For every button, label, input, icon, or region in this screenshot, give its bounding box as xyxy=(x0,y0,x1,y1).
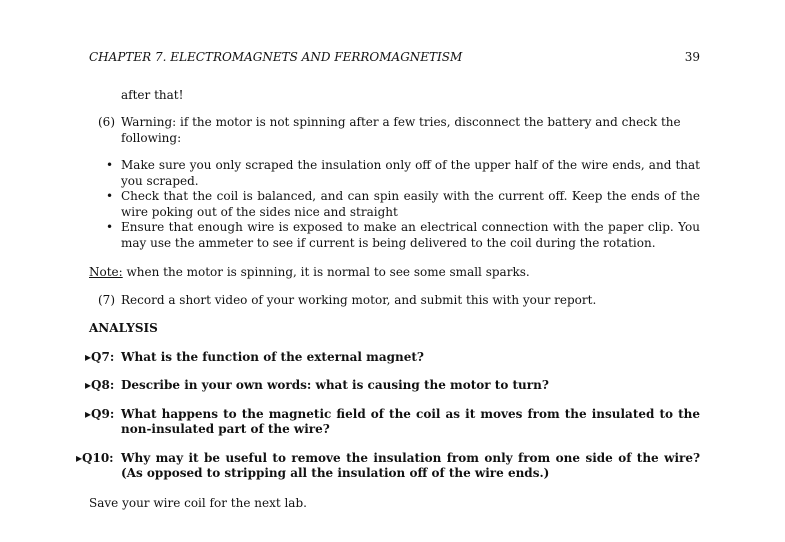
document-page xyxy=(76,50,700,511)
question-q7 xyxy=(85,349,700,366)
analysis-heading: ANALYSIS xyxy=(89,321,158,335)
closing-text: Save your wire coil for the next lab. xyxy=(89,495,307,510)
step-7-number: (7) xyxy=(98,292,115,307)
step-6-number: (6) xyxy=(98,115,115,129)
question-text: Why may it be useful to remove the insulation from only from one side of the wire? (As opposed to stripping all the insulation off of the wire ends.) xyxy=(121,450,700,480)
question-label: ▸Q10: xyxy=(76,450,114,465)
list-item xyxy=(106,189,700,220)
bullet-marker: • xyxy=(106,158,114,172)
step-7-text: Record a short video of your working motor, and submit this with your report. xyxy=(121,292,597,307)
question-label: ▸Q7: xyxy=(85,349,115,364)
list-item xyxy=(106,158,700,189)
question-text: What happens to the magnetic field of the coil as it moves from the insulated to the non-insulated part of the wire? xyxy=(121,406,700,436)
question-q8 xyxy=(85,378,700,394)
question-label: ▸Q8: xyxy=(85,378,115,392)
note xyxy=(89,265,700,281)
question-q9 xyxy=(85,406,700,438)
list-item-text: Check that the coil is balanced, and can spin easily with the current off. Keep the ends of the wire poking out of the sides nice and straight xyxy=(121,189,700,219)
step-6-text: Warning: if the motor is not spinning after a few tries, disconnect the battery and check the following: xyxy=(121,115,681,145)
bullet-marker: • xyxy=(106,220,114,234)
running-header xyxy=(89,50,700,66)
page-number: 39 xyxy=(684,50,700,64)
question-text: Describe in your own words: what is causing the motor to turn? xyxy=(121,378,549,392)
question-q10 xyxy=(76,450,700,482)
list-item-text: Make sure you only scraped the insulation only off of the upper half of the wire ends, and that you scraped. xyxy=(121,158,700,188)
note-text: when the motor is spinning, it is normal to see some small sparks. xyxy=(122,265,530,279)
list-item xyxy=(106,220,700,251)
step-7 xyxy=(89,293,700,309)
question-text: What is the function of the external magnet? xyxy=(121,349,424,364)
note-label: Note: xyxy=(89,265,123,279)
list-item-text: Ensure that enough wire is exposed to make an electrical connection with the paper clip. You may use the ammeter to see if current is being delivered to the coil during the rotation. xyxy=(121,220,700,250)
step-6 xyxy=(89,115,700,146)
question-label: ▸Q9: xyxy=(85,406,115,421)
continuation-text: after that! xyxy=(121,87,184,102)
chapter-title: CHAPTER 7. ELECTROMAGNETS AND FERROMAGNETISM xyxy=(89,50,463,64)
bullet-marker: • xyxy=(106,189,114,203)
checklist xyxy=(89,158,700,251)
